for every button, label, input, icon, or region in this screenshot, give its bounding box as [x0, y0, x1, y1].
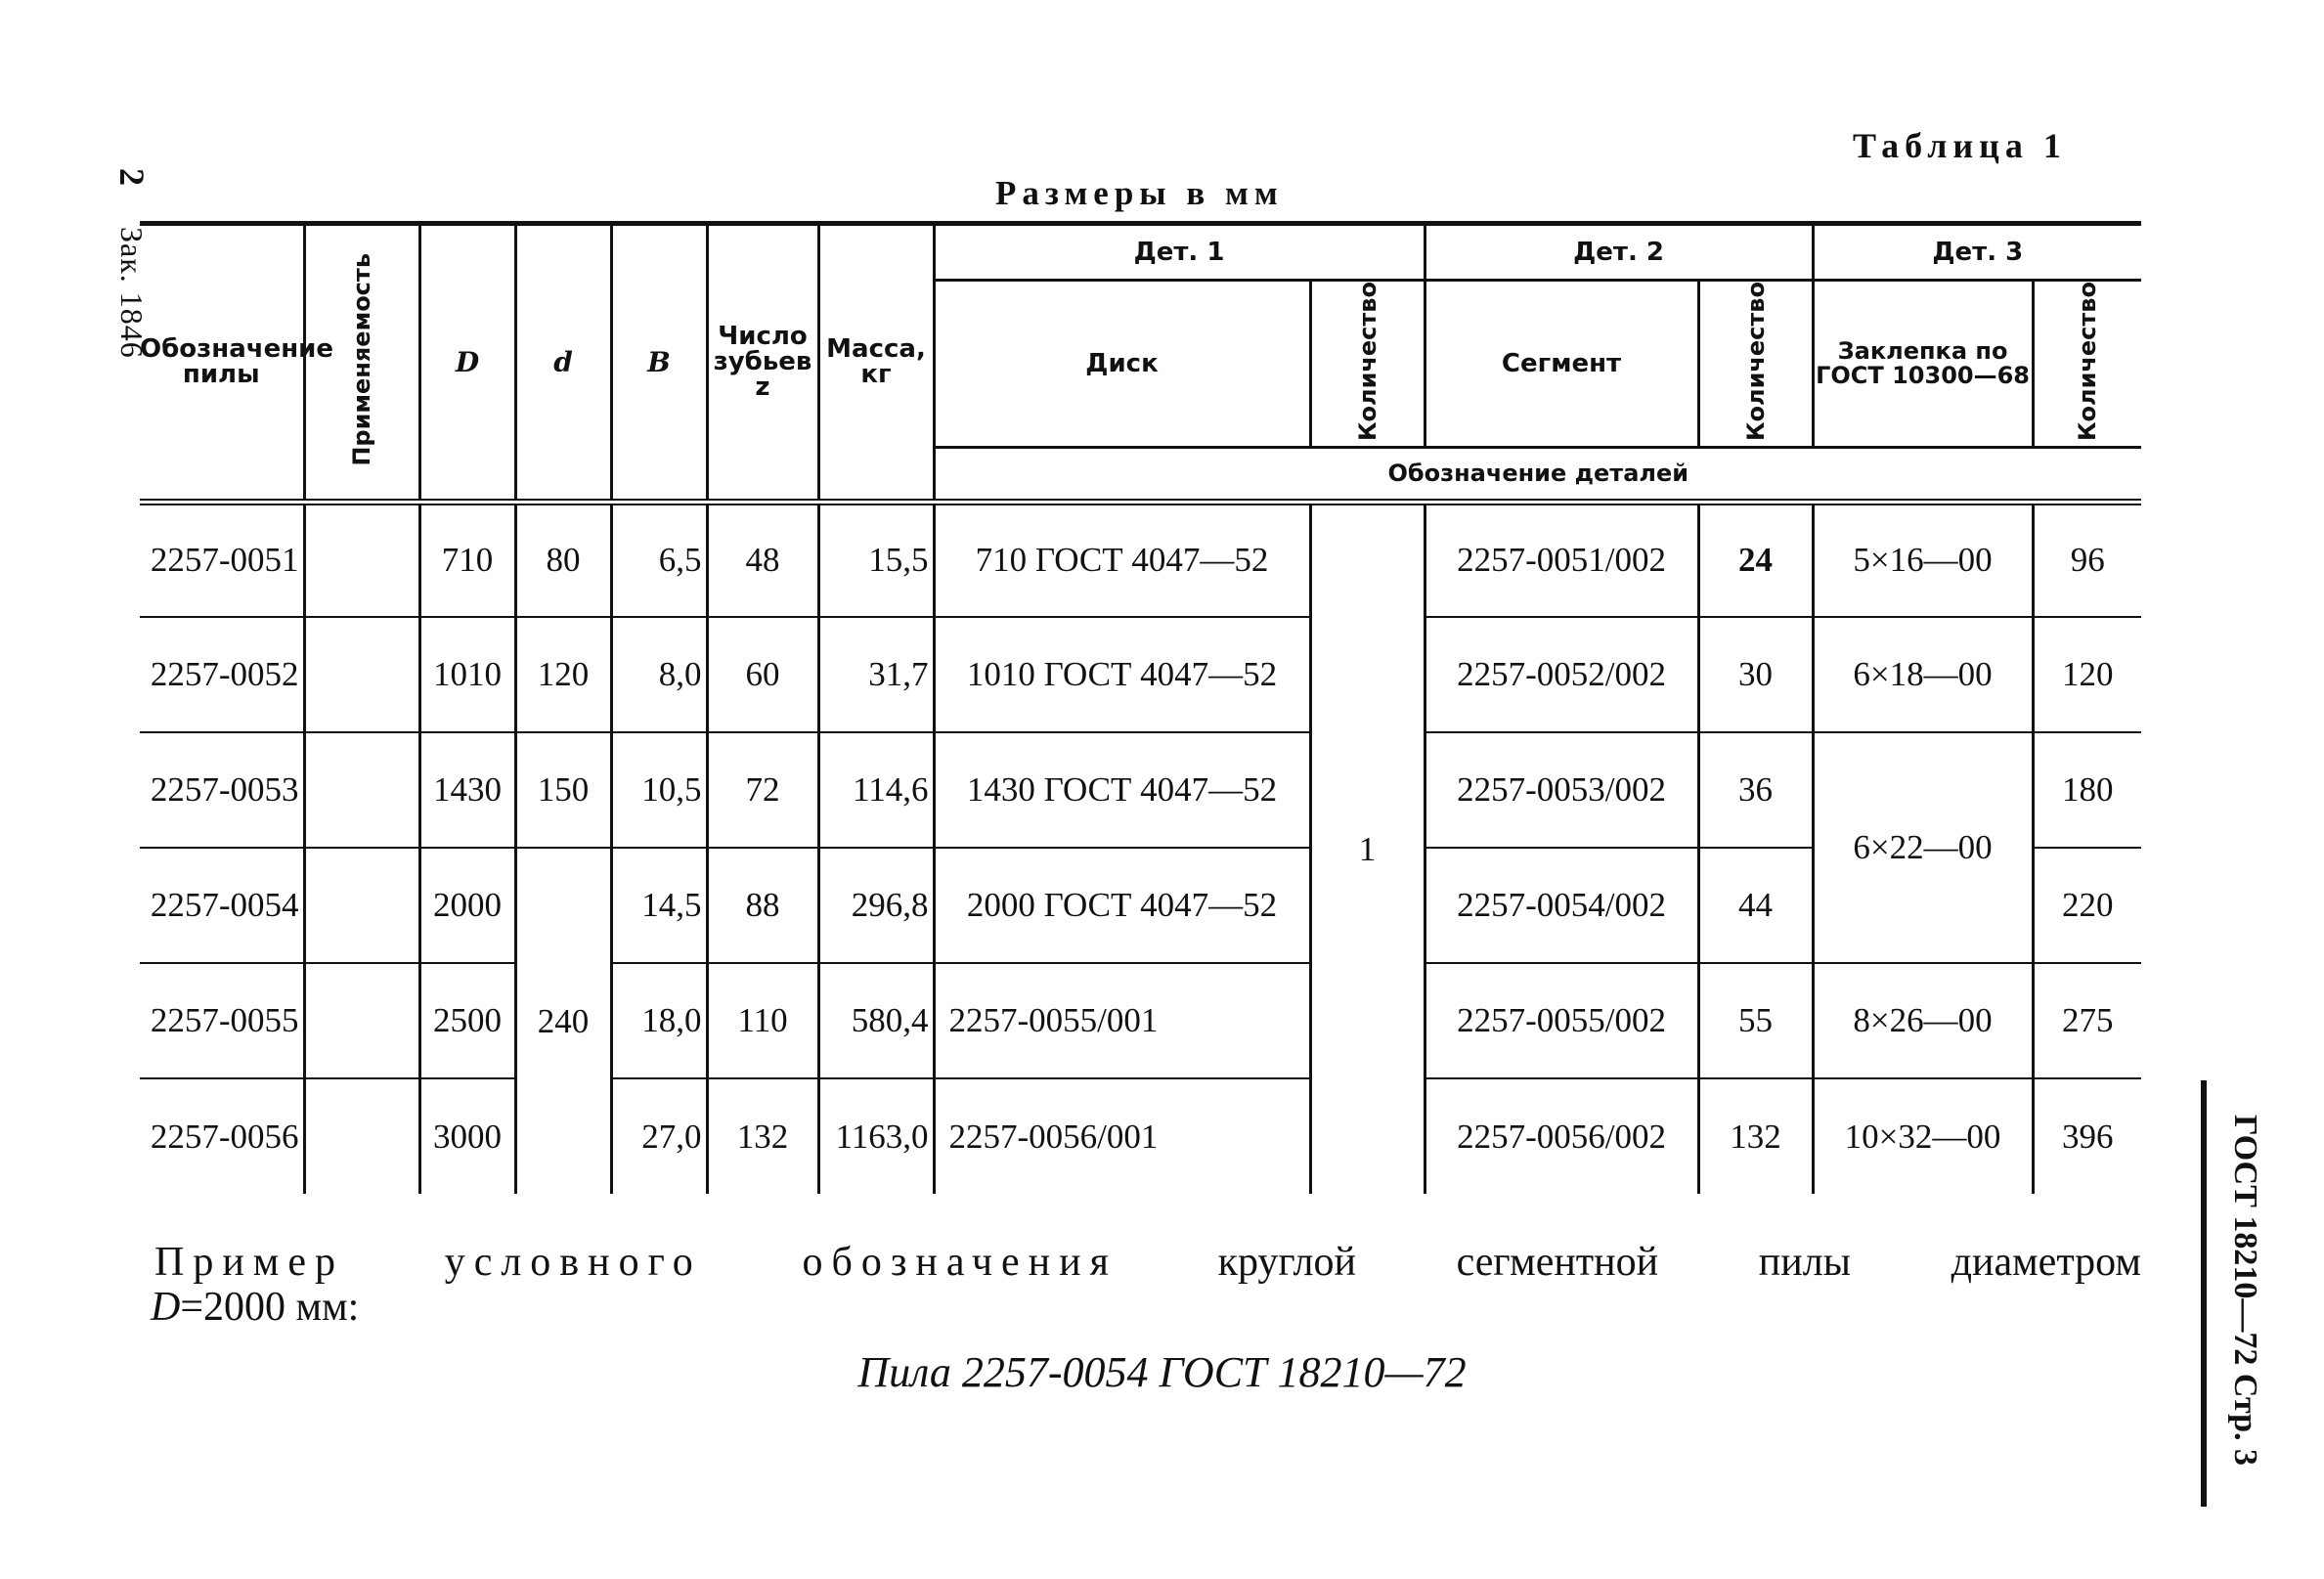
cell-rivet: 8×26—00: [1813, 963, 2033, 1078]
header-parts-designation: Обозначение деталей: [934, 448, 2141, 499]
cell-d: 150: [515, 732, 611, 848]
cell-d: 80: [515, 502, 611, 617]
example-d-variable: D: [151, 1285, 181, 1330]
cell-D: 710: [419, 502, 515, 617]
header-disk: Диск: [934, 281, 1310, 448]
cell-designation: 2257-0054: [140, 848, 304, 963]
header-qty1-label: Количество: [1353, 282, 1381, 442]
cell-qty3: 275: [2033, 963, 2141, 1078]
example-word: условного: [444, 1240, 702, 1285]
cell-applicability: [304, 848, 419, 963]
table-row: [140, 963, 2141, 1078]
cell-disk: 1430 ГОСТ 4047—52: [934, 732, 1310, 848]
cell-applicability: [304, 617, 419, 732]
cell-teeth: 60: [707, 617, 818, 732]
cell-d-merged: 240: [515, 848, 611, 1194]
example-d-value: =2000 мм:: [180, 1285, 360, 1330]
cell-B: 6,5: [611, 502, 707, 617]
cell-B: 18,0: [611, 963, 707, 1078]
cell-segment: 2257-0051/002: [1425, 502, 1698, 617]
header-d: d: [515, 224, 611, 499]
cell-B: 27,0: [611, 1078, 707, 1194]
cell-mass: 1163,0: [818, 1078, 934, 1194]
header-applicability-label: Применяемость: [348, 252, 375, 466]
table-row: [140, 732, 2141, 848]
standard-reference: ГОСТ 18210—72 Стр. 3: [2227, 1115, 2263, 1467]
cell-rivet: 6×18—00: [1813, 617, 2033, 732]
cell-disk: 2000 ГОСТ 4047—52: [934, 848, 1310, 963]
cell-B: 10,5: [611, 732, 707, 848]
cell-applicability: [304, 732, 419, 848]
cell-qty3: 220: [2033, 848, 2141, 963]
cell-mass: 114,6: [818, 732, 934, 848]
cell-designation: 2257-0052: [140, 617, 304, 732]
example-word: Пример: [154, 1240, 345, 1285]
cell-d: 120: [515, 617, 611, 732]
cell-qty2: 55: [1698, 963, 1813, 1078]
cell-segment: 2257-0056/002: [1425, 1078, 1698, 1194]
example-word: круглой: [1217, 1240, 1356, 1285]
order-number: Зак. 1846: [114, 227, 150, 359]
cell-D: 3000: [419, 1078, 515, 1194]
example-word: диаметром: [1951, 1240, 2141, 1285]
dimensions-table: [140, 221, 2141, 1194]
cell-qty2: 30: [1698, 617, 1813, 732]
cell-disk: 2257-0055/001: [934, 963, 1310, 1078]
example-line-1: [154, 1240, 2141, 1285]
cell-qty3: 396: [2033, 1078, 2141, 1194]
header-qty3-label: Количество: [2074, 282, 2102, 442]
cell-qty2: 24: [1698, 502, 1813, 617]
cell-applicability: [304, 502, 419, 617]
example-paragraph: [151, 1240, 2141, 1330]
header-mass: Масса, кг: [818, 224, 934, 499]
cell-teeth: 132: [707, 1078, 818, 1194]
header-rivet: Заклепка по ГОСТ 10300—68: [1813, 281, 2033, 448]
cell-teeth: 72: [707, 732, 818, 848]
cell-qty3: 120: [2033, 617, 2141, 732]
cell-D: 2000: [419, 848, 515, 963]
cell-mass: 15,5: [818, 502, 934, 617]
cell-segment: 2257-0052/002: [1425, 617, 1698, 732]
cell-qty2: 132: [1698, 1078, 1813, 1194]
page-number: 2: [112, 168, 152, 186]
cell-applicability: [304, 1078, 419, 1194]
cell-designation: 2257-0055: [140, 963, 304, 1078]
cell-rivet-merged: 6×22—00: [1813, 732, 2033, 963]
cell-mass: 31,7: [818, 617, 934, 732]
cell-designation: 2257-0051: [150, 541, 299, 580]
header-det3: Дет. 3: [1813, 224, 2141, 281]
table-row: [140, 617, 2141, 732]
example-word: обозначения: [802, 1240, 1118, 1285]
example-word: пилы: [1758, 1240, 1851, 1285]
header-qty2: [1698, 281, 1813, 448]
cell-segment: 2257-0055/002: [1425, 963, 1698, 1078]
cell-mass: 580,4: [818, 963, 934, 1078]
cell-qty2: 44: [1698, 848, 1813, 963]
table-row: [140, 1078, 2141, 1194]
header-qty3: [2033, 281, 2141, 448]
cell-disk: 710 ГОСТ 4047—52: [934, 502, 1310, 617]
example-word: сегментной: [1456, 1240, 1659, 1285]
cell-D: 2500: [419, 963, 515, 1078]
table-title: Таблица 1: [1853, 126, 2067, 165]
cell-applicability: [304, 963, 419, 1078]
cell-qty3: 96: [2033, 502, 2141, 617]
cell-designation: 2257-0056: [140, 1078, 304, 1194]
cell-teeth: 88: [707, 848, 818, 963]
cell-disk: 1010 ГОСТ 4047—52: [934, 617, 1310, 732]
cell-rivet: 5×16—00: [1813, 502, 2033, 617]
cell-qty3: 180: [2033, 732, 2141, 848]
cell-B: 8,0: [611, 617, 707, 732]
header-D: D: [419, 224, 515, 499]
cell-designation: 2257-0053: [140, 732, 304, 848]
cell-D: 1010: [419, 617, 515, 732]
header-B: B: [611, 224, 707, 499]
header-teeth: Число зубьев z: [707, 224, 818, 499]
cell-segment: 2257-0054/002: [1425, 848, 1698, 963]
header-det2: Дет. 2: [1425, 224, 1813, 281]
cell-D: 1430: [419, 732, 515, 848]
example-line-2: [151, 1285, 2141, 1330]
header-segment: Сегмент: [1425, 281, 1698, 448]
cell-qty1-merged: 1: [1310, 502, 1425, 1194]
header-designation: Обозначение пилы: [140, 224, 304, 499]
cell-disk: 2257-0056/001: [934, 1078, 1310, 1194]
header-det1: Дет. 1: [934, 224, 1425, 281]
header-qty1: [1310, 281, 1425, 448]
cell-segment: 2257-0053/002: [1425, 732, 1698, 848]
cell-rivet: 10×32—00: [1813, 1078, 2033, 1194]
cell-mass: 296,8: [818, 848, 934, 963]
units-caption: Размеры в мм: [995, 174, 1284, 212]
table-row: [140, 502, 2141, 617]
designation-example: Пила 2257-0054 ГОСТ 18210—72: [857, 1348, 1467, 1396]
cell-teeth: 48: [707, 502, 818, 617]
header-qty2-label: Количество: [1741, 282, 1770, 442]
cell-teeth: 110: [707, 963, 818, 1078]
cell-qty2: 36: [1698, 732, 1813, 848]
cell-B: 14,5: [611, 848, 707, 963]
